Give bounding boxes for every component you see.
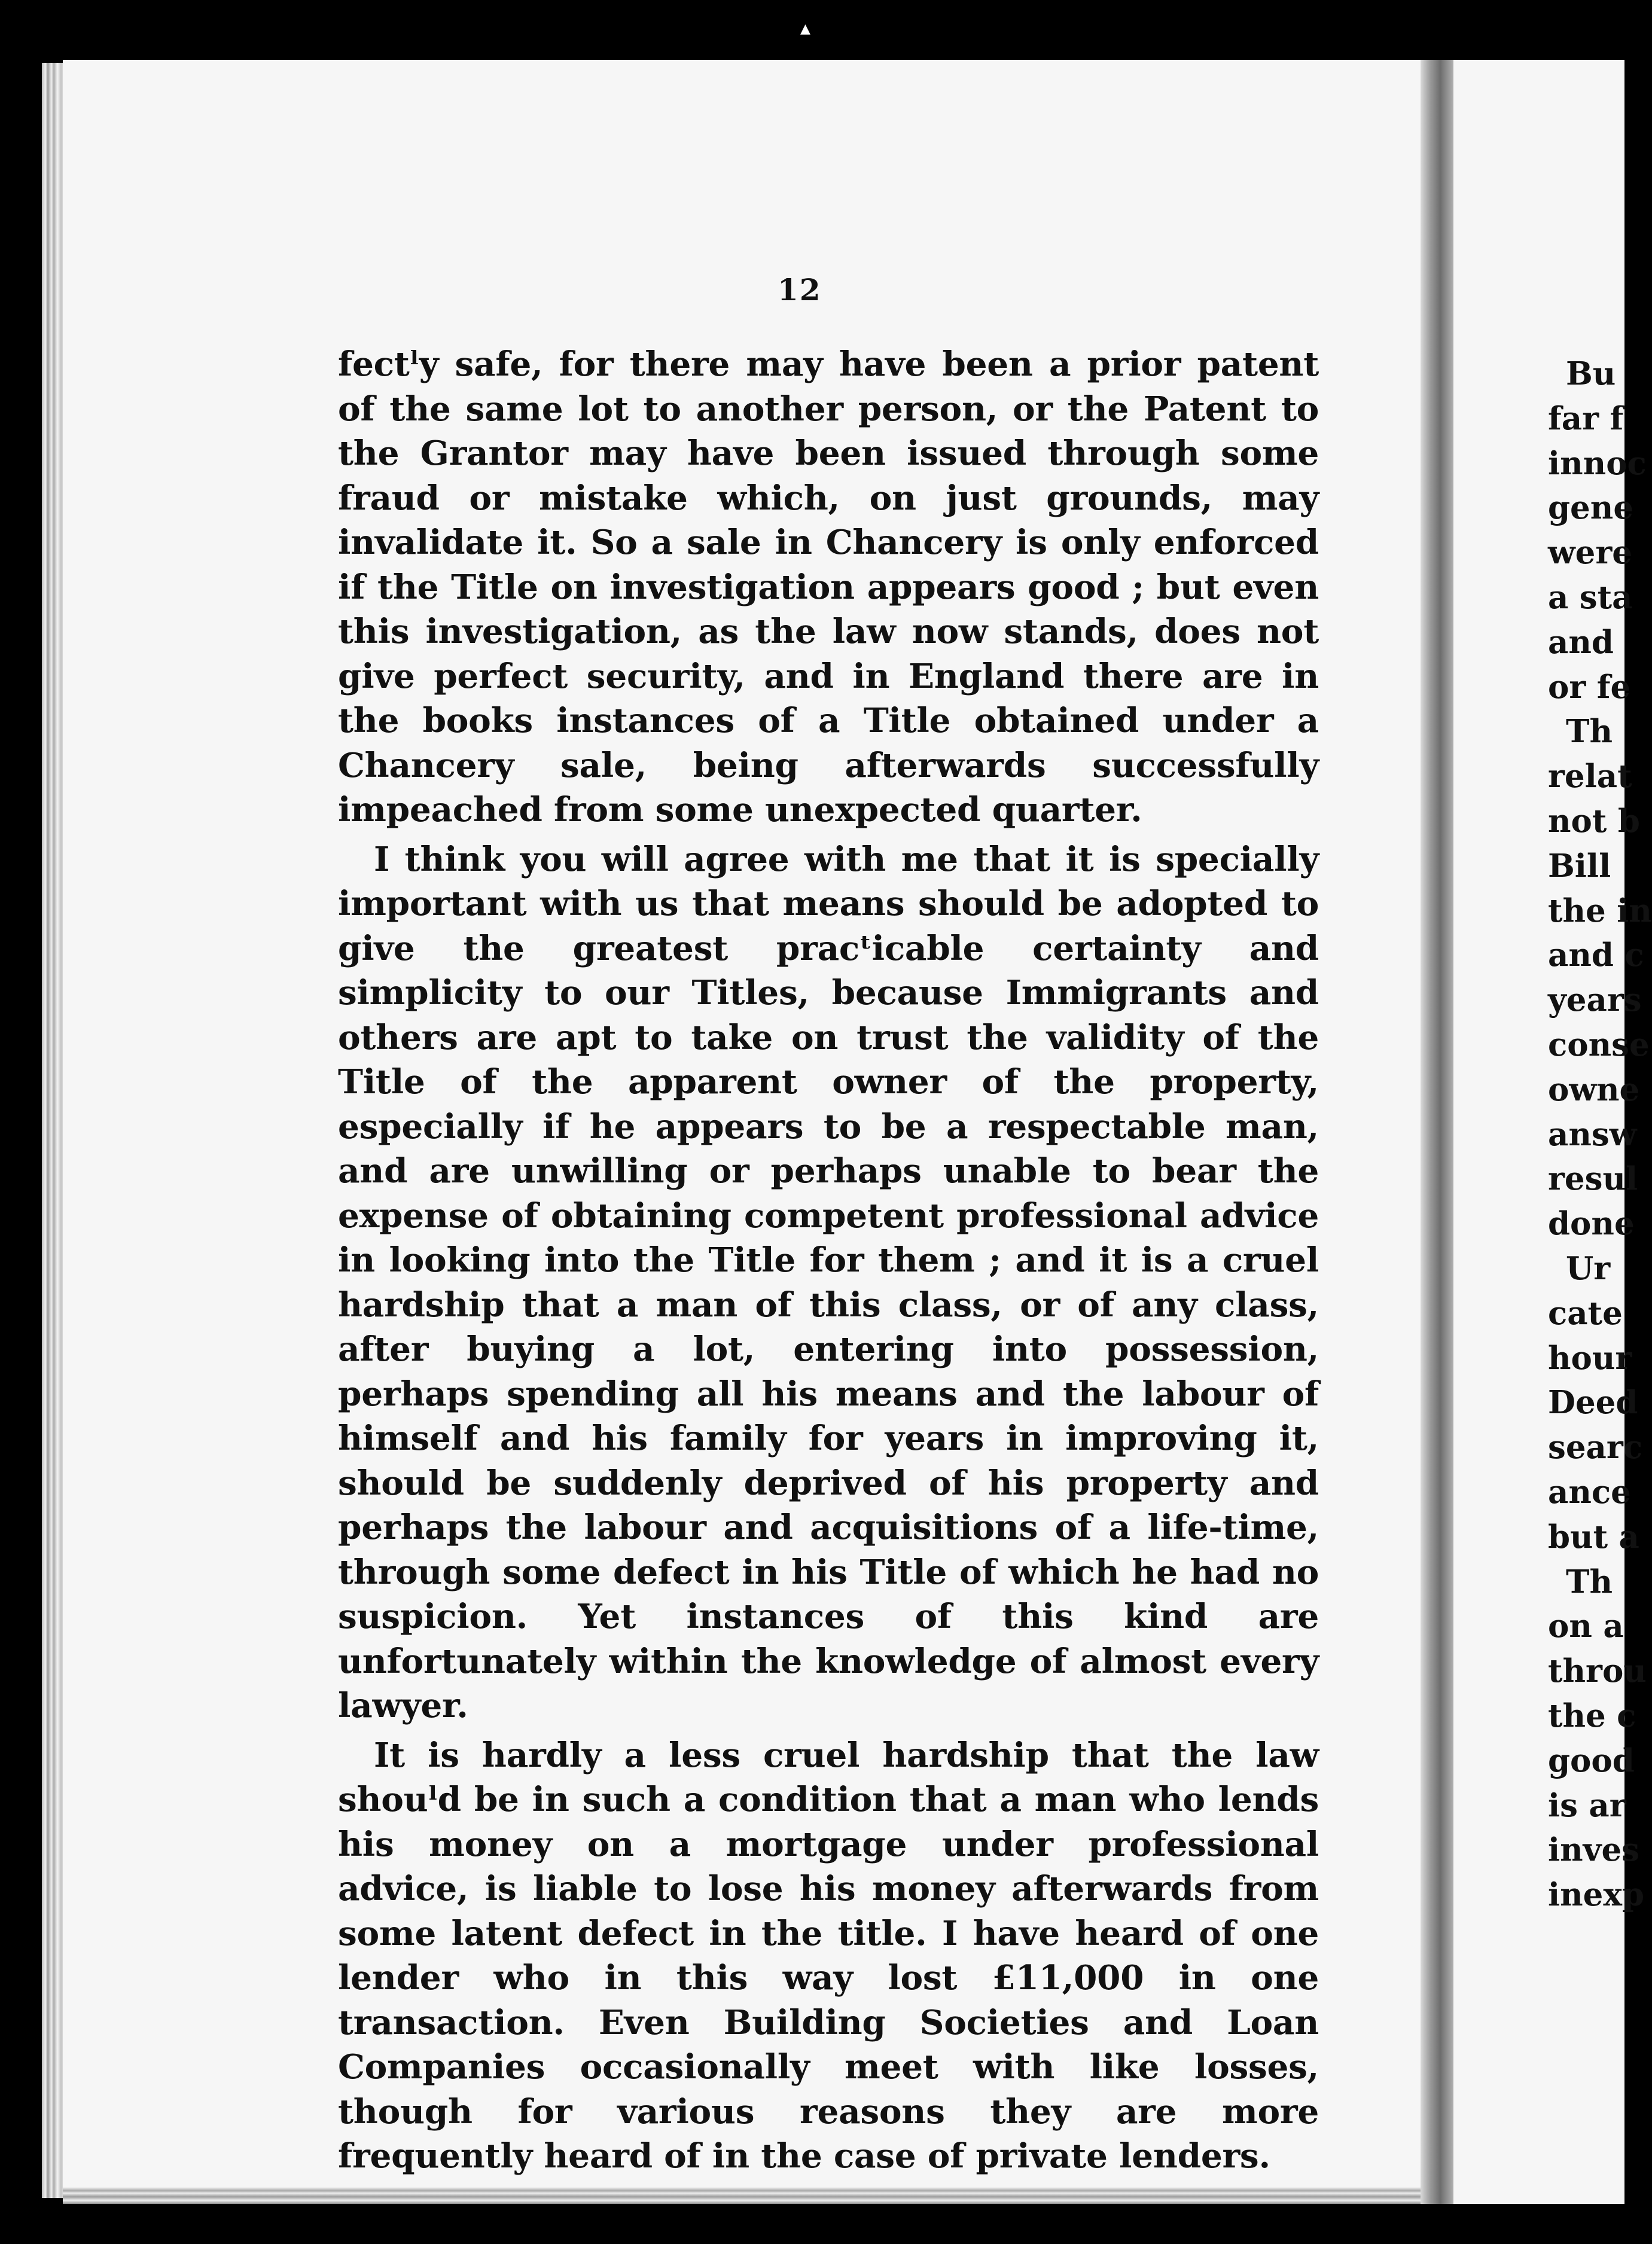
right-page-line-fragment: years (1548, 981, 1642, 1019)
right-page-line-fragment: answ (1548, 1115, 1637, 1153)
right-page-line-fragment: the c (1548, 1697, 1636, 1734)
right-page-line-fragment: Ur (1566, 1249, 1611, 1287)
paragraph: It is hardly a less cruel hardship that the law shouˡd be in such a condition that a man who lends his money on a mortgage under professional advice, is liable to lose his money afterwards from some latent defect in the title. I have heard of one lender who in this way lost £11,000 in one transaction. Even Building Societies and Loan Companies occasionally meet with like losses, though for various reasons they are more frequently heard of in the case of private lenders. (338, 1735, 1319, 2176)
right-page-line-fragment: searc (1548, 1429, 1643, 1466)
right-page-line-fragment: owne (1548, 1071, 1640, 1108)
right-page-line-fragment: far f (1548, 400, 1624, 437)
right-page-line-fragment: Bill (1548, 847, 1611, 885)
right-page-line-fragment: resul (1548, 1160, 1638, 1198)
right-page-line-fragment: conse (1548, 1026, 1650, 1063)
body-text (338, 342, 1319, 2179)
page-bottom-edge (63, 2187, 1424, 2204)
paragraph: fectˡy safe, for there may have been a prior patent of the same lot to another person, or the Patent to the Grantor may have been issued through some fraud or mistake which, on just grounds, may invalidate it. So a sale in Chancery is only enforced if the Title on investigation appears good ; but even this investigation, as the law now stands, does not give perfect security, and in England there are in the books instances of a Title obtained under a Chancery sale, being afterwards successfully impeached from some unexpected quarter. (338, 344, 1319, 830)
right-page-line-fragment: throu (1548, 1652, 1647, 1690)
right-page-line-fragment: Deed (1548, 1384, 1638, 1422)
right-page-line-fragment: is ar (1548, 1786, 1626, 1824)
right-page-line-fragment: Th (1566, 713, 1613, 751)
right-page-line-fragment: ance (1548, 1473, 1631, 1511)
right-page-line-fragment: good (1548, 1742, 1635, 1779)
right-page-line-fragment: a sta (1548, 578, 1633, 616)
right-page-line-fragment: but a (1548, 1518, 1639, 1556)
right-page-text (1548, 352, 1652, 1917)
right-page-line-fragment: and (1548, 623, 1614, 661)
right-page-line-fragment: Th (1566, 1563, 1613, 1600)
right-page-line-fragment: done (1548, 1205, 1635, 1243)
right-page-line-fragment: hour (1548, 1339, 1632, 1377)
page-stack-edges (42, 63, 66, 2198)
book-gutter (1421, 60, 1453, 2204)
right-page-line-fragment: and c (1548, 937, 1644, 974)
right-page-line-fragment: the in (1548, 892, 1652, 929)
page-number: 12 (778, 272, 822, 307)
right-page-line-fragment: relat (1548, 758, 1632, 795)
right-page-line-fragment: gene (1548, 489, 1634, 527)
right-page-line-fragment: inexp (1548, 1876, 1645, 1914)
right-page-line-fragment: were (1548, 534, 1632, 572)
paragraph: I think you will agree with me that it is specially important with us that means should be adopted to give the greatest pracᵗicable certainty and simplicity to our Titles, because Immigrants and others are apt to take on trust the validity of the Title of the apparent owner of the property, especially if he appears to be a respectable man, and are unwilling or perhaps unable to bear the expense of obtaining competent professional advice in looking into the Title for them ; and it is a cruel hardship that a man of this class, or of any class, after buying a lot, entering into possession, perhaps spending all his means and the labour of himself and his family for years in improving it, should be suddenly deprived of his property and perhaps the labour and acquisitions of a life-time, through some defect in his Title of which he had no suspicion. Yet instances of this kind are unfortunately within the knowledge of almost every lawyer. (338, 839, 1319, 1725)
scan-artifact-mark: ▲ (800, 22, 810, 36)
right-page-line-fragment: or fe (1548, 668, 1631, 706)
right-page-line-fragment: inves (1548, 1831, 1640, 1869)
right-page-line-fragment: Bu (1566, 355, 1616, 392)
right-page-line-fragment: on a (1548, 1608, 1624, 1645)
right-page-line-fragment: not b (1548, 802, 1640, 840)
right-page-line-fragment: cate (1548, 1294, 1623, 1332)
right-page-line-fragment: innoc (1548, 444, 1647, 482)
